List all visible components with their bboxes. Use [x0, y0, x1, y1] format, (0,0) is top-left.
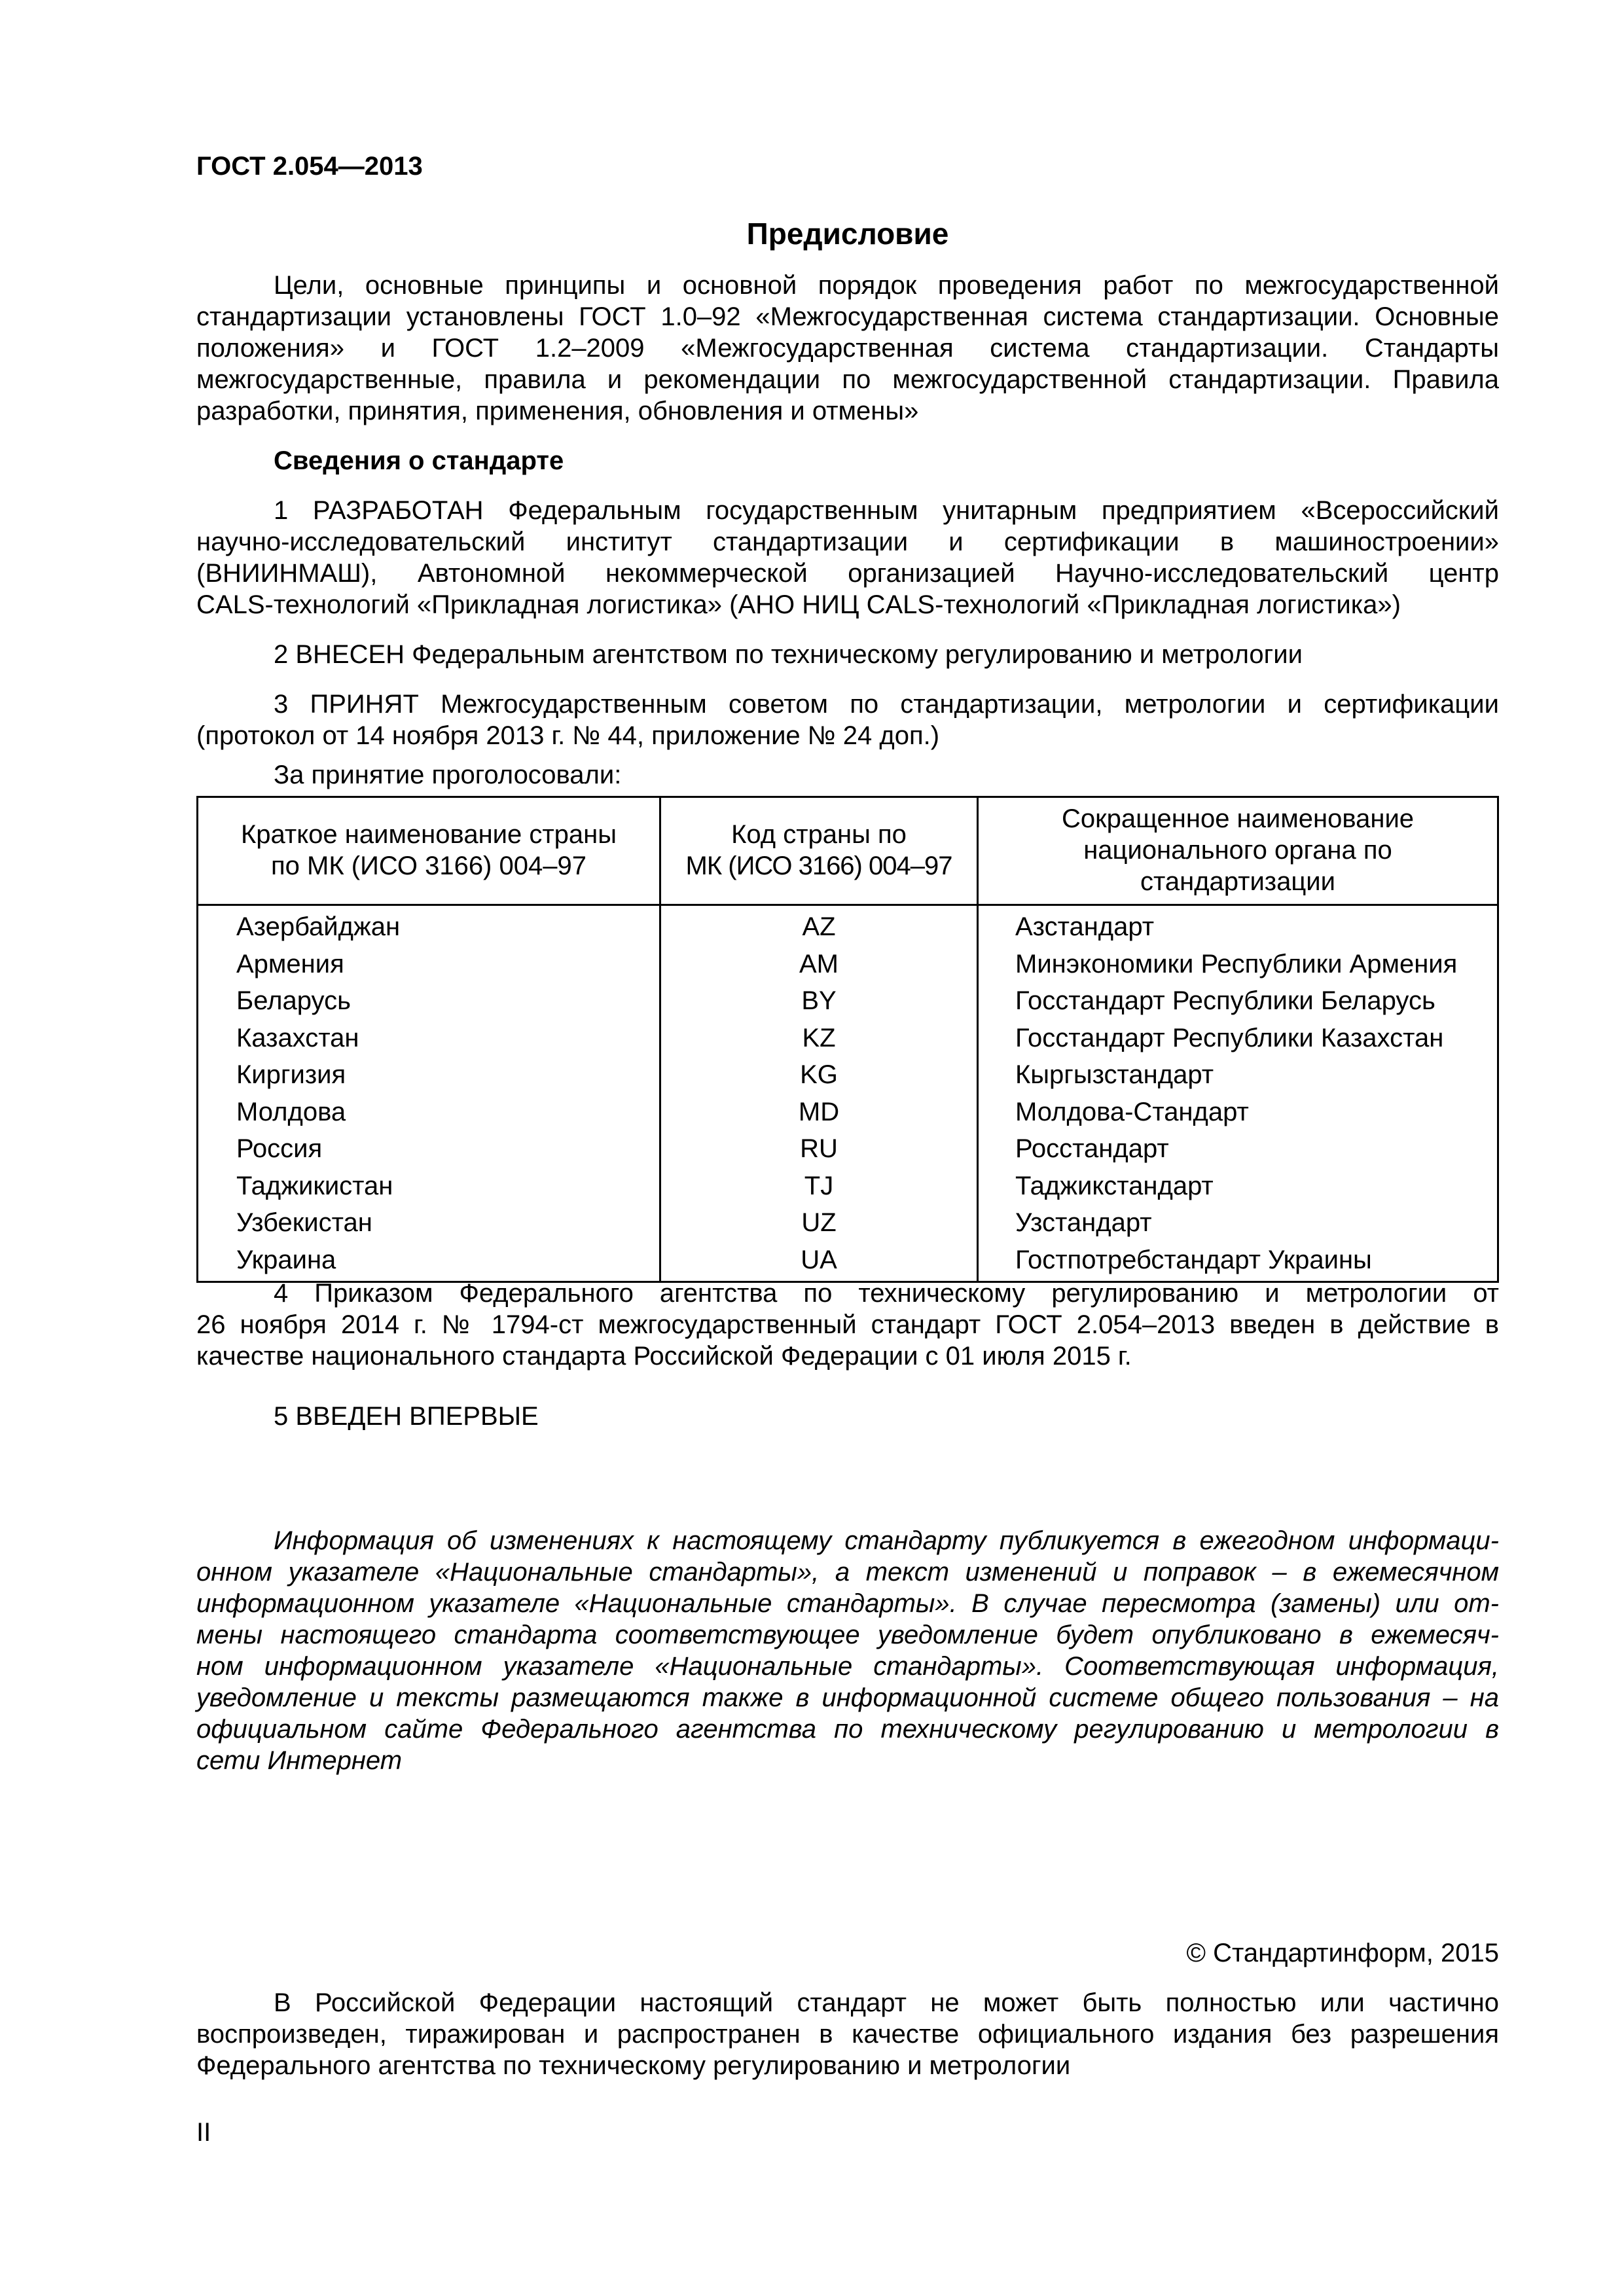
item-1-line: научно-исследовательский институт стандартизации и сертификации в машиностроении» — [196, 528, 1499, 556]
intro-line: Цели, основные принципы и основной порядок проведения работ по межгосударственной — [274, 271, 1499, 300]
header-line: Краткое наименование страны — [240, 820, 617, 849]
intro-line: разработки, принятия, применения, обновления и отмены» — [196, 397, 919, 425]
table-row — [198, 1020, 1498, 1057]
table-row — [198, 1168, 1498, 1205]
table-row — [198, 1056, 1498, 1094]
table-row — [198, 1242, 1498, 1282]
table-row — [198, 1204, 1498, 1242]
country-code-cell: TJ — [660, 1168, 978, 1205]
table-row — [198, 905, 1498, 946]
copyright-notice: © Стандартинформ, 2015 — [1186, 1939, 1499, 1967]
page-title: Предисловие — [746, 217, 949, 251]
country-code-cell: AZ — [660, 905, 978, 946]
voted-label: За принятие проголосовали: — [274, 761, 622, 789]
page-number: II — [196, 2118, 211, 2147]
info-notice-line: ном информационном указателе «Национальные стандарты». Соответствующая информация, — [196, 1652, 1499, 1681]
legal-notice-line: воспроизведен, тиражирован и распространен в качестве официального издания без разрешения — [196, 2020, 1499, 2049]
table-row — [198, 982, 1498, 1020]
item-3-line: (протокол от 14 ноября 2013 г. № 44, приложение № 24 доп.) — [196, 721, 940, 750]
item-1-line: CALS-технологий «Прикладная логистика» (АНО НИЦ CALS-технологий «Прикладная логистика») — [196, 590, 1401, 619]
header-line: МК (ИСО 3166) 004–97 — [685, 852, 952, 880]
section-heading: Сведения о стандарте — [274, 446, 564, 475]
standards-body-cell: Госстандарт Республики Беларусь — [978, 982, 1498, 1020]
header-country-code — [660, 797, 978, 905]
country-name-cell: Украина — [198, 1242, 660, 1282]
header-standards-body — [978, 797, 1498, 905]
country-name-cell: Беларусь — [198, 982, 660, 1020]
standards-body-cell: Госстандарт Республики Казахстан — [978, 1020, 1498, 1057]
country-code-cell: KZ — [660, 1020, 978, 1057]
document-code: ГОСТ 2.054—2013 — [196, 152, 423, 181]
header-country-name — [198, 797, 660, 905]
intro-line: стандартизации установлены ГОСТ 1.0–92 «Межгосударственная система стандартизации. Основные — [196, 302, 1499, 331]
item-4-line: 26 ноября 2014 г. № 1794-ст межгосударственный стандарт ГОСТ 2.054–2013 введен в действие в — [196, 1310, 1499, 1339]
country-name-cell: Армения — [198, 946, 660, 983]
standards-body-cell: Азстандарт — [978, 905, 1498, 946]
info-notice-line: онном указателе «Национальные стандарты», а текст изменений и поправок – в ежемесячном — [196, 1558, 1499, 1587]
country-name-cell: Азербайджан — [198, 905, 660, 946]
standards-body-cell: Узстандарт — [978, 1204, 1498, 1242]
table-row — [198, 1094, 1498, 1131]
info-notice-line: уведомление и тексты размещаются также в информационной системе общего пользования – на — [196, 1683, 1499, 1712]
intro-line: межгосударственные, правила и рекомендации по межгосударственной стандартизации. Правила — [196, 365, 1499, 394]
standards-body-cell: Минэкономики Республики Армения — [978, 946, 1498, 983]
header-line: национального органа по стандартизации — [1083, 836, 1392, 896]
table-row — [198, 1130, 1498, 1168]
info-notice-line: мены настоящего стандарта соответствующее уведомление будет опубликовано в ежемесяч- — [196, 1621, 1499, 1649]
info-notice-line: информационном указателе «Национальные стандарты». В случае пересмотра (замены) или от- — [196, 1589, 1499, 1618]
table-row — [198, 946, 1498, 983]
header-line: по МК (ИСО 3166) 004–97 — [271, 852, 586, 880]
info-notice-line: сети Интернет — [196, 1746, 403, 1775]
legal-notice-line: В Российской Федерации настоящий стандарт не может быть полностью или частично — [274, 1988, 1499, 2017]
table-header-row — [198, 797, 1498, 905]
legal-notice-line: Федерального агентства по техническому регулированию и метрологии — [196, 2051, 1071, 2080]
country-name-cell: Таджикистан — [198, 1168, 660, 1205]
standards-body-cell: Гостпотребстандарт Украины — [978, 1242, 1498, 1282]
standards-body-cell: Молдова-Стандарт — [978, 1094, 1498, 1131]
info-notice-line: официальном сайте Федерального агентства по техническому регулированию и метрологии в — [196, 1715, 1499, 1744]
item-4-line: качестве национального стандарта Российской Федерации с 01 июля 2015 г. — [196, 1342, 1132, 1371]
document-page — [196, 0, 1499, 2296]
item-5-paragraph: 5 ВВЕДЕН ВПЕРВЫЕ — [274, 1402, 539, 1431]
item-1-line: 1 РАЗРАБОТАН Федеральным государственным унитарным предприятием «Всероссийский — [274, 496, 1499, 525]
country-name-cell: Киргизия — [198, 1056, 660, 1094]
country-code-cell: KG — [660, 1056, 978, 1094]
country-code-cell: UA — [660, 1242, 978, 1282]
standards-body-cell: Росстандарт — [978, 1130, 1498, 1168]
standards-body-cell: Кыргызстандарт — [978, 1056, 1498, 1094]
intro-line: положения» и ГОСТ 1.2–2009 «Межгосударственная система стандартизации. Стандарты — [196, 334, 1499, 363]
country-code-cell: UZ — [660, 1204, 978, 1242]
info-notice-line: Информация об изменениях к настоящему стандарту публикуется в ежегодном информаци- — [274, 1526, 1499, 1555]
country-code-cell: MD — [660, 1094, 978, 1131]
country-code-cell: BY — [660, 982, 978, 1020]
item-1-line: (ВНИИНМАШ), Автономной некоммерческой организацией Научно-исследовательский центр — [196, 559, 1499, 588]
country-name-cell: Казахстан — [198, 1020, 660, 1057]
header-line: Сокращенное наименование — [1061, 804, 1415, 833]
item-4-line: 4 Приказом Федерального агентства по техническому регулированию и метрологии от — [274, 1279, 1499, 1308]
country-name-cell: Россия — [198, 1130, 660, 1168]
header-line: Код страны по — [731, 820, 907, 849]
item-2-paragraph: 2 ВНЕСЕН Федеральным агентством по техническому регулированию и метрологии — [274, 640, 1303, 669]
country-code-cell: AM — [660, 946, 978, 983]
country-name-cell: Узбекистан — [198, 1204, 660, 1242]
member-countries-table — [196, 796, 1499, 1283]
item-3-line: 3 ПРИНЯТ Межгосударственным советом по стандартизации, метрологии и сертификации — [274, 690, 1499, 719]
country-code-cell: RU — [660, 1130, 978, 1168]
standards-body-cell: Таджикстандарт — [978, 1168, 1498, 1205]
country-name-cell: Молдова — [198, 1094, 660, 1131]
